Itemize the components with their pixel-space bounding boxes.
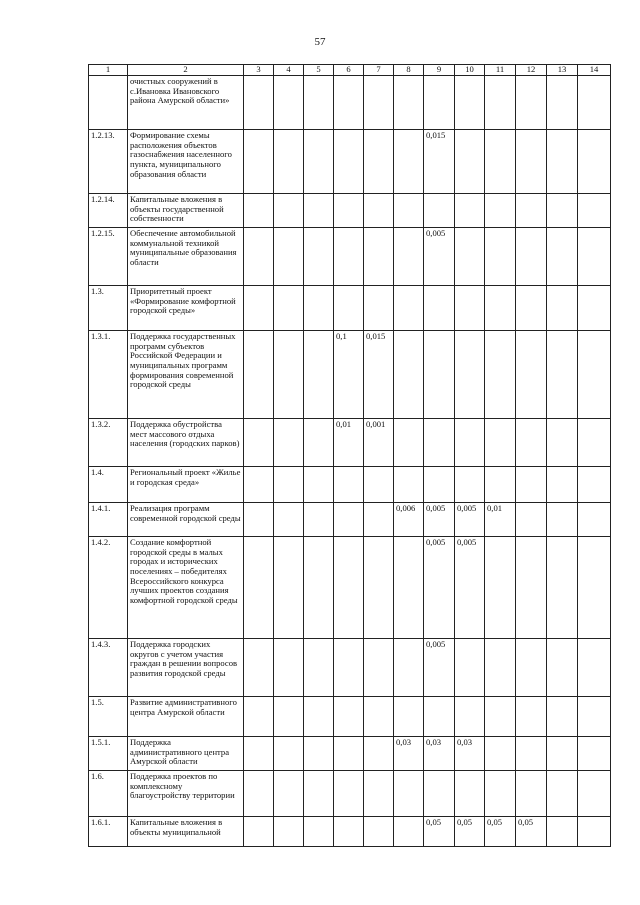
value-cell <box>274 194 304 228</box>
header-cell: 3 <box>244 65 274 76</box>
value-cell <box>394 76 424 130</box>
value-cell <box>244 503 274 537</box>
value-cell <box>274 467 304 503</box>
row-name: Формирование схемы расположения объектов газоснабжения населенного пункта, муниципального образования области <box>128 130 244 194</box>
value-cell <box>578 737 611 771</box>
header-cell: 12 <box>516 65 547 76</box>
value-cell <box>334 503 364 537</box>
value-cell <box>274 76 304 130</box>
value-cell: 0,03 <box>424 737 455 771</box>
value-cell <box>485 286 516 331</box>
value-cell <box>485 130 516 194</box>
header-cell: 2 <box>128 65 244 76</box>
value-cell <box>274 771 304 817</box>
table-row <box>89 737 611 771</box>
value-cell <box>244 194 274 228</box>
row-number: 1.5.1. <box>89 737 128 771</box>
value-cell <box>334 76 364 130</box>
row-number: 1.2.14. <box>89 194 128 228</box>
header-cell: 9 <box>424 65 455 76</box>
value-cell <box>364 76 394 130</box>
value-cell <box>304 771 334 817</box>
value-cell: 0,1 <box>334 331 364 419</box>
value-cell <box>334 286 364 331</box>
value-cell <box>244 76 274 130</box>
value-cell <box>516 228 547 286</box>
value-cell <box>274 228 304 286</box>
row-number: 1.6. <box>89 771 128 817</box>
value-cell <box>424 331 455 419</box>
value-cell <box>244 419 274 467</box>
value-cell <box>274 817 304 847</box>
value-cell <box>516 503 547 537</box>
value-cell <box>547 194 578 228</box>
value-cell <box>394 697 424 737</box>
value-cell <box>578 639 611 697</box>
value-cell <box>516 331 547 419</box>
value-cell <box>516 194 547 228</box>
value-cell <box>424 286 455 331</box>
value-cell: 0,005 <box>424 639 455 697</box>
row-name: Развитие административного центра Амурской области <box>128 697 244 737</box>
value-cell <box>578 537 611 639</box>
value-cell <box>394 639 424 697</box>
value-cell: 0,015 <box>364 331 394 419</box>
value-cell <box>274 503 304 537</box>
table-row <box>89 419 611 467</box>
value-cell <box>455 76 485 130</box>
row-name: очистных сооружений в с.Ивановка Ивановского района Амурской области» <box>128 76 244 130</box>
value-cell <box>547 419 578 467</box>
value-cell <box>578 130 611 194</box>
value-cell: 0,01 <box>334 419 364 467</box>
value-cell <box>394 467 424 503</box>
header-cell: 5 <box>304 65 334 76</box>
value-cell <box>516 76 547 130</box>
value-cell <box>455 419 485 467</box>
table-row <box>89 286 611 331</box>
row-name: Поддержка административного центра Амурской области <box>128 737 244 771</box>
value-cell <box>364 467 394 503</box>
value-cell <box>455 467 485 503</box>
value-cell <box>516 130 547 194</box>
value-cell <box>578 286 611 331</box>
value-cell <box>304 194 334 228</box>
value-cell: 0,05 <box>455 817 485 847</box>
value-cell <box>394 331 424 419</box>
header-cell: 6 <box>334 65 364 76</box>
row-name: Поддержка государственных программ субъектов Российской Федерации и муниципальных программ формирования современной городской среды <box>128 331 244 419</box>
value-cell <box>547 537 578 639</box>
value-cell <box>455 331 485 419</box>
value-cell <box>578 228 611 286</box>
row-number: 1.2.15. <box>89 228 128 286</box>
header-cell: 13 <box>547 65 578 76</box>
value-cell <box>334 697 364 737</box>
value-cell <box>304 419 334 467</box>
value-cell <box>485 76 516 130</box>
value-cell <box>244 817 274 847</box>
row-number: 1.5. <box>89 697 128 737</box>
value-cell <box>244 639 274 697</box>
value-cell <box>578 697 611 737</box>
value-cell <box>304 817 334 847</box>
header-cell: 8 <box>394 65 424 76</box>
value-cell <box>304 467 334 503</box>
value-cell <box>334 771 364 817</box>
value-cell <box>485 771 516 817</box>
value-cell: 0,005 <box>455 503 485 537</box>
value-cell <box>578 419 611 467</box>
value-cell <box>394 286 424 331</box>
table-row <box>89 228 611 286</box>
value-cell <box>394 130 424 194</box>
value-cell <box>394 228 424 286</box>
value-cell <box>578 771 611 817</box>
value-cell: 0,005 <box>455 537 485 639</box>
value-cell <box>334 639 364 697</box>
value-cell <box>394 419 424 467</box>
value-cell <box>364 130 394 194</box>
page-number: 57 <box>314 36 326 48</box>
value-cell <box>274 130 304 194</box>
row-number: 1.4. <box>89 467 128 503</box>
value-cell <box>394 771 424 817</box>
value-cell <box>455 194 485 228</box>
table-row <box>89 537 611 639</box>
value-cell <box>485 419 516 467</box>
table-row <box>89 817 611 847</box>
value-cell <box>485 737 516 771</box>
value-cell <box>244 467 274 503</box>
value-cell <box>394 537 424 639</box>
header-cell: 11 <box>485 65 516 76</box>
value-cell <box>364 697 394 737</box>
value-cell <box>274 697 304 737</box>
value-cell <box>485 639 516 697</box>
value-cell <box>364 817 394 847</box>
value-cell <box>364 737 394 771</box>
row-name: Капитальные вложения в объекты муниципальной <box>128 817 244 847</box>
table-row <box>89 503 611 537</box>
value-cell: 0,001 <box>364 419 394 467</box>
value-cell: 0,03 <box>394 737 424 771</box>
value-cell <box>455 697 485 737</box>
value-cell: 0,005 <box>424 537 455 639</box>
value-cell <box>547 76 578 130</box>
value-cell <box>334 737 364 771</box>
value-cell <box>547 697 578 737</box>
value-cell <box>244 228 274 286</box>
value-cell <box>516 697 547 737</box>
value-cell <box>485 467 516 503</box>
value-cell <box>304 697 334 737</box>
value-cell <box>364 194 394 228</box>
value-cell <box>578 503 611 537</box>
value-cell <box>274 419 304 467</box>
value-cell <box>244 771 274 817</box>
value-cell <box>334 467 364 503</box>
row-name: Реализация программ современной городской среды <box>128 503 244 537</box>
value-cell <box>455 130 485 194</box>
row-name: Поддержка проектов по комплексному благоустройству территории <box>128 771 244 817</box>
value-cell <box>424 419 455 467</box>
value-cell <box>578 817 611 847</box>
value-cell: 0,005 <box>424 503 455 537</box>
table-row <box>89 771 611 817</box>
value-cell <box>485 537 516 639</box>
value-cell: 0,005 <box>424 228 455 286</box>
value-cell <box>364 771 394 817</box>
value-cell <box>578 331 611 419</box>
value-cell <box>485 228 516 286</box>
value-cell <box>274 286 304 331</box>
value-cell <box>485 194 516 228</box>
value-cell <box>334 817 364 847</box>
row-number: 1.6.1. <box>89 817 128 847</box>
value-cell <box>516 419 547 467</box>
value-cell <box>364 503 394 537</box>
row-name: Капитальные вложения в объекты государственной собственности <box>128 194 244 228</box>
value-cell <box>244 130 274 194</box>
value-cell <box>304 639 334 697</box>
row-name: Приоритетный проект «Формирование комфортной городской среды» <box>128 286 244 331</box>
value-cell <box>334 194 364 228</box>
row-name: Создание комфортной городской среды в малых городах и исторических поселениях – победителях Всероссийского конкурса лучших проектов создания комфортной городской среды <box>128 537 244 639</box>
value-cell <box>304 76 334 130</box>
header-cell: 14 <box>578 65 611 76</box>
row-number: 1.4.2. <box>89 537 128 639</box>
value-cell <box>516 286 547 331</box>
value-cell: 0,05 <box>516 817 547 847</box>
value-cell <box>424 697 455 737</box>
row-name: Региональный проект «Жилье и городская среда» <box>128 467 244 503</box>
table-row <box>89 331 611 419</box>
value-cell <box>547 817 578 847</box>
value-cell <box>364 639 394 697</box>
value-cell <box>304 737 334 771</box>
value-cell <box>485 331 516 419</box>
value-cell <box>244 697 274 737</box>
value-cell <box>547 286 578 331</box>
value-cell <box>424 467 455 503</box>
table-row <box>89 76 611 130</box>
row-number: 1.3.1. <box>89 331 128 419</box>
value-cell <box>334 537 364 639</box>
value-cell <box>424 76 455 130</box>
value-cell <box>455 228 485 286</box>
value-cell <box>274 639 304 697</box>
header-cell: 10 <box>455 65 485 76</box>
value-cell <box>424 194 455 228</box>
header-cell: 7 <box>364 65 394 76</box>
value-cell <box>516 737 547 771</box>
row-number: 1.3.2. <box>89 419 128 467</box>
value-cell <box>274 331 304 419</box>
value-cell <box>547 467 578 503</box>
row-name: Поддержка городских округов с учетом участия граждан в решении вопросов развития городской среды <box>128 639 244 697</box>
value-cell: 0,05 <box>424 817 455 847</box>
row-number <box>89 76 128 130</box>
value-cell <box>424 771 455 817</box>
value-cell <box>394 817 424 847</box>
value-cell <box>304 331 334 419</box>
row-number: 1.4.1. <box>89 503 128 537</box>
value-cell <box>578 467 611 503</box>
value-cell <box>516 771 547 817</box>
table-row <box>89 467 611 503</box>
value-cell <box>274 737 304 771</box>
table-row <box>89 130 611 194</box>
value-cell <box>364 537 394 639</box>
value-cell <box>304 228 334 286</box>
header-cell: 4 <box>274 65 304 76</box>
value-cell <box>547 228 578 286</box>
value-cell <box>547 737 578 771</box>
table-row <box>89 639 611 697</box>
row-number: 1.2.13. <box>89 130 128 194</box>
row-number: 1.3. <box>89 286 128 331</box>
value-cell <box>244 331 274 419</box>
value-cell <box>547 771 578 817</box>
value-cell <box>516 639 547 697</box>
row-name: Обеспечение автомобильной коммунальной техникой муниципальные образования области <box>128 228 244 286</box>
row-number: 1.4.3. <box>89 639 128 697</box>
value-cell <box>547 331 578 419</box>
value-cell <box>364 286 394 331</box>
value-cell <box>304 537 334 639</box>
value-cell <box>485 697 516 737</box>
value-cell: 0,03 <box>455 737 485 771</box>
value-cell <box>578 194 611 228</box>
header-row <box>89 65 611 76</box>
value-cell: 0,006 <box>394 503 424 537</box>
value-cell <box>516 467 547 503</box>
row-name: Поддержка обустройства мест массового отдыха населения (городских парков) <box>128 419 244 467</box>
value-cell <box>364 228 394 286</box>
value-cell <box>578 76 611 130</box>
value-cell <box>274 537 304 639</box>
value-cell <box>547 503 578 537</box>
value-cell <box>304 503 334 537</box>
value-cell <box>516 537 547 639</box>
value-cell <box>244 737 274 771</box>
value-cell: 0,015 <box>424 130 455 194</box>
table-row <box>89 194 611 228</box>
value-cell <box>244 286 274 331</box>
header-cell: 1 <box>89 65 128 76</box>
value-cell <box>334 130 364 194</box>
value-cell <box>455 639 485 697</box>
data-table <box>88 64 611 847</box>
value-cell: 0,05 <box>485 817 516 847</box>
value-cell: 0,01 <box>485 503 516 537</box>
value-cell <box>455 286 485 331</box>
value-cell <box>394 194 424 228</box>
value-cell <box>244 537 274 639</box>
value-cell <box>547 639 578 697</box>
value-cell <box>304 286 334 331</box>
table-row <box>89 697 611 737</box>
value-cell <box>547 130 578 194</box>
value-cell <box>304 130 334 194</box>
value-cell <box>455 771 485 817</box>
value-cell <box>334 228 364 286</box>
